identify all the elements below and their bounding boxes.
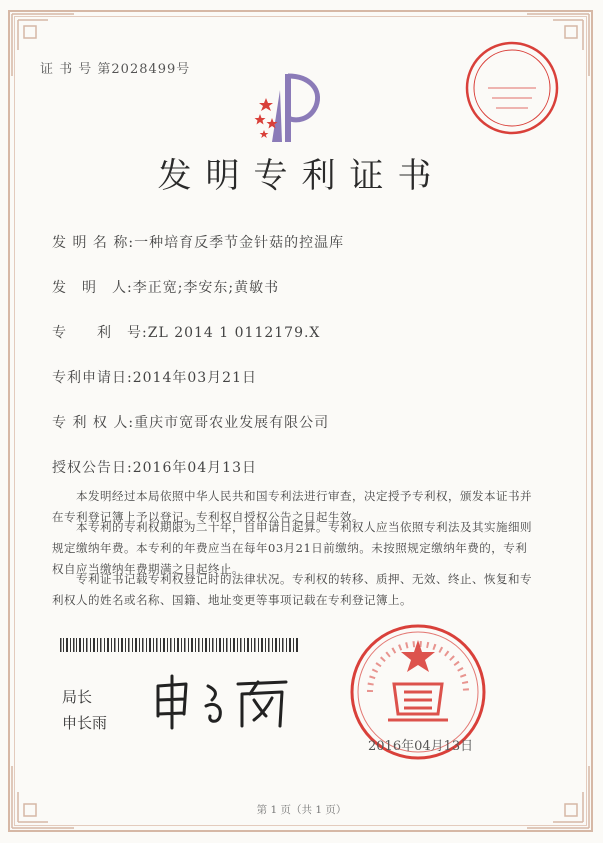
field-patentee bbox=[52, 412, 329, 432]
field-patent-number bbox=[52, 322, 320, 342]
field-label: 发 明 人: bbox=[52, 280, 133, 296]
corner-ornament-bottom-left bbox=[8, 762, 78, 832]
body-paragraph: 专利证书记载专利权登记时的法律状况。专利权的转移、质押、无效、终止、恢复和专利权人的姓名或名称、国籍、地址变更等事项记载在专利登记簿上。 bbox=[52, 572, 532, 607]
field-grant-date bbox=[52, 457, 257, 477]
field-label: 发 明 名 称: bbox=[52, 235, 135, 251]
page-indicator: 第 1 页（共 1 页） bbox=[256, 804, 347, 816]
field-value: 2014年03月21日 bbox=[132, 370, 257, 386]
field-inventors bbox=[52, 277, 279, 297]
field-label: 专利申请日: bbox=[52, 370, 133, 386]
certificate-title: 发明专利证书 bbox=[157, 156, 446, 196]
certificate-number: 证 书 号 第2028499号 bbox=[40, 62, 191, 77]
signatory-name: 申长雨 bbox=[62, 714, 108, 732]
field-value: ZL 2014 1 0112179.X bbox=[147, 325, 321, 341]
handwritten-signature bbox=[150, 672, 300, 732]
body-paragraph: 本发明经过本局依照中华人民共和国专利法进行审查，决定授予专利权，颁发本证书并在专利登记簿上予以登记。专利权自授权公告之日起生效。 bbox=[52, 489, 532, 524]
field-label: 授权公告日: bbox=[52, 460, 133, 476]
field-application-date bbox=[52, 367, 257, 387]
field-value: 李正宽;李安东;黄敏书 bbox=[132, 280, 280, 296]
corner-ornament-bottom-right bbox=[523, 762, 593, 832]
seal-date: 2016年04月13日 bbox=[368, 739, 474, 754]
field-value: 2016年04月13日 bbox=[132, 460, 257, 476]
field-label: 专 利 权 人: bbox=[52, 415, 135, 431]
body-paragraph: 本专利的专利权期限为二十年，自申请日起算。专利权人应当依照专利法及其实施细则规定缴纳年费。本专利的年费应当在每年03月21日前缴纳。未按照规定缴纳年费的，专利权自应当缴纳年费期满之日起终止。 bbox=[52, 520, 532, 576]
field-value: 重庆市宽哥农业发展有限公司 bbox=[134, 415, 330, 431]
agency-stamp-icon bbox=[462, 38, 562, 138]
field-value: 一种培育反季节金针菇的控温库 bbox=[134, 235, 345, 251]
sipo-logo-icon bbox=[250, 68, 330, 148]
field-label: 专 利 号: bbox=[52, 325, 148, 341]
barcode-icon bbox=[60, 638, 300, 652]
field-invention-name bbox=[52, 232, 344, 252]
signatory-role: 局长 bbox=[62, 688, 93, 706]
